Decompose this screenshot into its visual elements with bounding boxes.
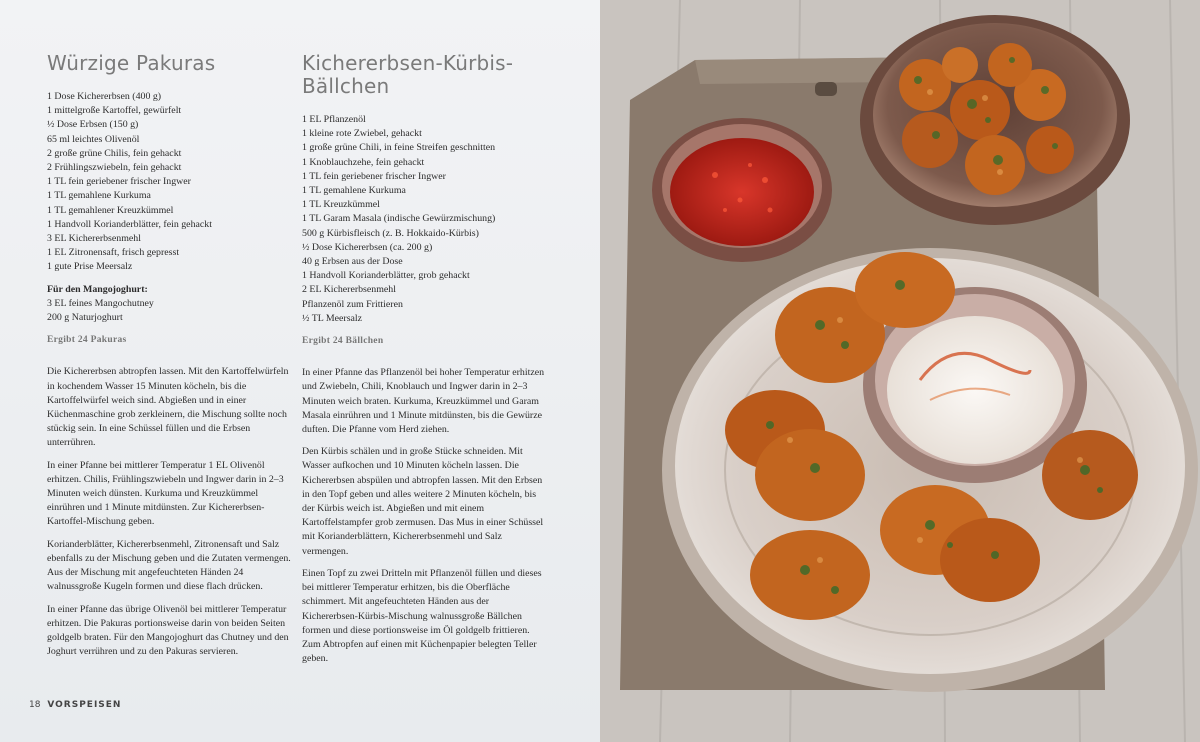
ingredient-item: 3 EL Kichererbsenmehl [47, 233, 141, 245]
ingredient-item: 2 Frühlingszwiebeln, fein gehackt [47, 162, 182, 174]
ingredient-item: 1 Handvoll Korianderblätter, grob gehackt [302, 270, 470, 282]
food-photo [600, 0, 1200, 742]
ingredient-item: ½ TL Meersalz [302, 312, 363, 324]
food-photo-illustration [600, 0, 1200, 742]
ingredient-item: 1 Knoblauchzehe, fein gehackt [302, 156, 425, 168]
ingredient-item: ½ Dose Erbsen (150 g) [47, 119, 139, 131]
method-paragraph: Die Kichererbsen abtropfen lassen. Mit den Kartoffelwürfeln in kochendem Wasser 15 Minuten köcheln, bis die Kartoffelwürfel weich sind. Abgießen und in einer Küchenmaschine grob zerkleinern, die Mischung sollte noch stückig sein. In eine Schüssel füllen und die Erbsen unterrühren. [47, 366, 289, 449]
ingredient-item: 40 g Erbsen aus der Dose [302, 256, 403, 268]
recipe-column-pakuras [47, 52, 292, 659]
chili-sauce [670, 138, 814, 246]
recipe-title: Kichererbsen-Kürbis-Bällchen [302, 51, 514, 98]
recipe-title: Würzige Pakuras [47, 51, 216, 75]
ingredient-item: 1 EL Pflanzenöl [302, 114, 366, 125]
recipe-yield: Ergibt 24 Pakuras [47, 335, 127, 346]
ingredient-item: 1 kleine rote Zwiebel, gehackt [302, 128, 422, 140]
ingredient-item: 1 TL Kreuzkümmel [302, 199, 380, 211]
ingredient-list [47, 90, 292, 275]
page-footer [29, 700, 121, 710]
method-paragraph: In einer Pfanne das Pflanzenöl bei hoher Temperatur erhitzen und Zwiebeln, Chili, Knoblauch und Ingwer darin in 2–3 Minuten weich braten. Kurkuma, Kreuzkümmel und Garam Masala einrühren und 1 Minute mitdünsten, bis die Gewürze duften. Die Pfanne vom Herd ziehen. [302, 367, 545, 436]
ingredient-list [302, 113, 547, 326]
method-paragraph: Den Kürbis schälen und in große Stücke schneiden. Mit Wasser aufkochen und 10 Minuten köcheln lassen. Die Kichererbsen abspülen und abtropfen lassen. Mit den Erbsen in den Topf geben und alles weitere 2 Minuten köcheln, bis der Kürbis weich ist. Abgießen und mit einem Kartoffelstampfer grob zermusen. Das Mus in einer Schüssel mit Korianderblättern, Kichererbsenmehl und Salz vermengen. [302, 446, 544, 557]
ingredient-item: 1 EL Zitronensaft, frisch gepresst [47, 247, 180, 259]
method-paragraph: In einer Pfanne bei mittlerer Temperatur 1 EL Olivenöl erhitzen. Chilis, Frühlingszwiebeln und Ingwer darin in 2–3 Minuten weich dünsten. Kurkuma und Kreuzkümmel einrühren und 1 Minute mitdünsten. Zur Kichererbsen-Kartoffel-Mischung geben. [47, 459, 284, 528]
mango-yogurt [887, 316, 1063, 464]
ingredient-item: 1 TL fein geriebener frischer Ingwer [47, 176, 191, 188]
recipe-column-kuerbis-baellchen [302, 52, 547, 666]
sub-heading: Für den Mangojoghurt: [47, 283, 148, 295]
ingredient-item: 1 gute Prise Meersalz [47, 261, 133, 273]
ingredient-item: 200 g Naturjoghurt [47, 312, 123, 324]
ingredient-item: 1 TL Garam Masala (indische Gewürzmischung) [302, 213, 496, 225]
method-paragraph: Korianderblätter, Kichererbsenmehl, Zitronensaft und Salz ebenfalls zu der Mischung geben und die Zutaten vermengen. Aus der Mischung mit angefeuchteten Händen 24 walnussgroße Kugeln formen und diese flach drücken. [47, 538, 291, 593]
section-name: VORSPEISEN [47, 700, 122, 710]
ingredient-item: 500 g Kürbisfleisch (z. B. Hokkaido-Kürbis) [302, 227, 479, 239]
recipe-yield: Ergibt 24 Bällchen [302, 336, 384, 347]
ingredient-item: 1 TL gemahlene Kurkuma [302, 185, 406, 197]
ingredient-item: Pflanzenöl zum Frittieren [302, 298, 403, 310]
ingredient-item: 2 EL Kichererbsenmehl [302, 284, 396, 296]
page-number: 18 [29, 700, 41, 710]
ingredient-item: 65 ml leichtes Olivenöl [47, 133, 140, 145]
ingredient-item: 1 TL gemahlener Kreuzkümmel [47, 204, 174, 216]
ingredient-item: 3 EL feines Mangochutney [47, 297, 154, 309]
method-paragraph: In einer Pfanne das übrige Olivenöl bei mittlerer Temperatur erhitzen. Die Pakuras portionsweise darin von beiden Seiten goldgelb braten. Für den Mangojoghurt das Chutney und den Joghurt verrühren und zu den Pakuras servieren. [47, 603, 289, 658]
ingredient-item: 1 TL gemahlene Kurkuma [47, 190, 151, 202]
method-paragraph: Einen Topf zu zwei Dritteln mit Pflanzenöl füllen und dieses bei mittlerer Temperatur erhitzen, bis die Oberfläche schimmert. Mit angefeuchteten Händen aus der Kichererbsen-Kürbis-Mischung walnussgroße Bällchen formen und diese portionsweise im Öl goldgelb frittieren. Zum Abtropfen auf einen mit Küchenpapier belegten Teller geben. [302, 567, 542, 665]
ingredient-item: 1 TL fein geriebener frischer Ingwer [302, 170, 446, 182]
ingredient-item: 1 große grüne Chili, in feine Streifen geschnitten [302, 142, 496, 154]
ingredient-item: 2 große grüne Chilis, fein gehackt [47, 147, 182, 159]
ingredient-item: 1 Dose Kichererbsen (400 g) [47, 91, 162, 102]
ingredient-item: 1 mittelgroße Kartoffel, gewürfelt [47, 105, 182, 117]
ingredient-item: ½ Dose Kichererbsen (ca. 200 g) [302, 241, 433, 253]
board-handle-hole [815, 82, 837, 96]
ingredient-item: 1 Handvoll Korianderblätter, fein gehackt [47, 218, 212, 230]
